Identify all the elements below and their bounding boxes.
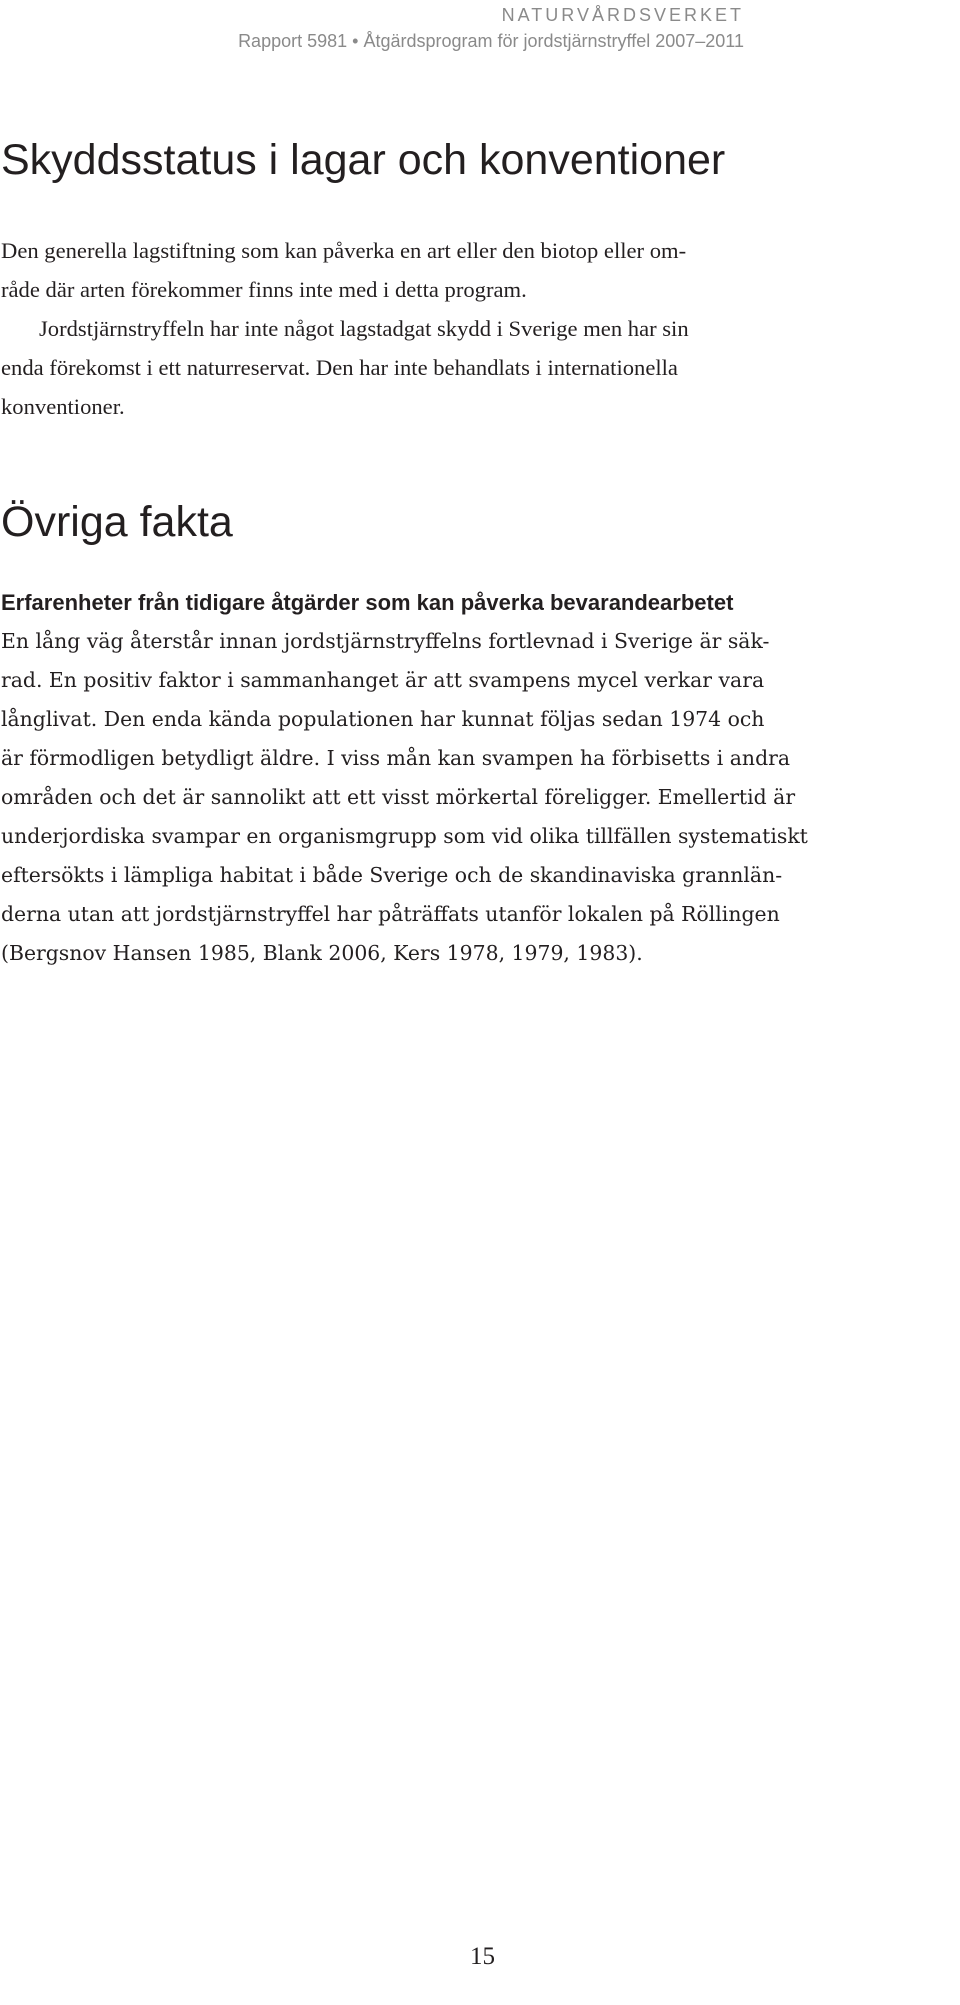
section-heading-protection-status: Skyddsstatus i lagar och konventioner [1,136,726,184]
previous-measures-paragraph [1,622,960,973]
text-line: rad. En positiv faktor i sammanhanget är att svampens mycel verkar vara [1,668,765,692]
header-report-title: Rapport 5981 • Åtgärdsprogram för jordstjärnstryffel 2007–2011 [238,31,744,51]
text-line: eftersökts i lämpliga habitat i både Sverige och de skandinaviska grannlän- [1,863,783,887]
text-line: (Bergsnov Hansen 1985, Blank 2006, Kers 1978, 1979, 1983). [1,941,643,965]
section-heading-other-facts: Övriga fakta [1,498,233,546]
header-organization: NATURVÅRDSVERKET [501,5,744,25]
text-line: långlivat. Den enda kända populationen har kunnat följas sedan 1974 och [1,707,765,731]
running-header [238,2,744,54]
page-number: 15 [470,1943,495,1970]
text-line: områden och det är sannolikt att ett visst mörkertal föreligger. Emellertid är [1,785,796,809]
text-line: råde där arten förekommer finns inte med i detta program. [1,277,527,302]
text-line: är förmodligen betydligt äldre. I viss mån kan svampen ha förbisetts i andra [1,746,791,770]
text-line: derna utan att jordstjärnstryffel har påträffats utanför lokalen på Röllingen [1,902,780,926]
subheading-previous-measures: Erfarenheter från tidigare åtgärder som kan påverka bevarandearbetet [1,590,734,615]
text-line: Jordstjärnstryffeln har inte något lagstadgat skydd i Sverige men har sin [39,316,689,341]
text-line: En lång väg återstår innan jordstjärnstryffelns fortlevnad i Sverige är säk- [1,629,770,653]
text-line: underjordiska svampar en organismgrupp som vid olika tillfällen systematiskt [1,824,808,848]
text-line: Den generella lagstiftning som kan påverka en art eller den biotop eller om- [1,238,687,263]
protection-status-paragraph [1,231,960,426]
text-line: enda förekomst i ett naturreservat. Den har inte behandlats i internationella [1,355,678,380]
text-line: konventioner. [1,394,125,419]
